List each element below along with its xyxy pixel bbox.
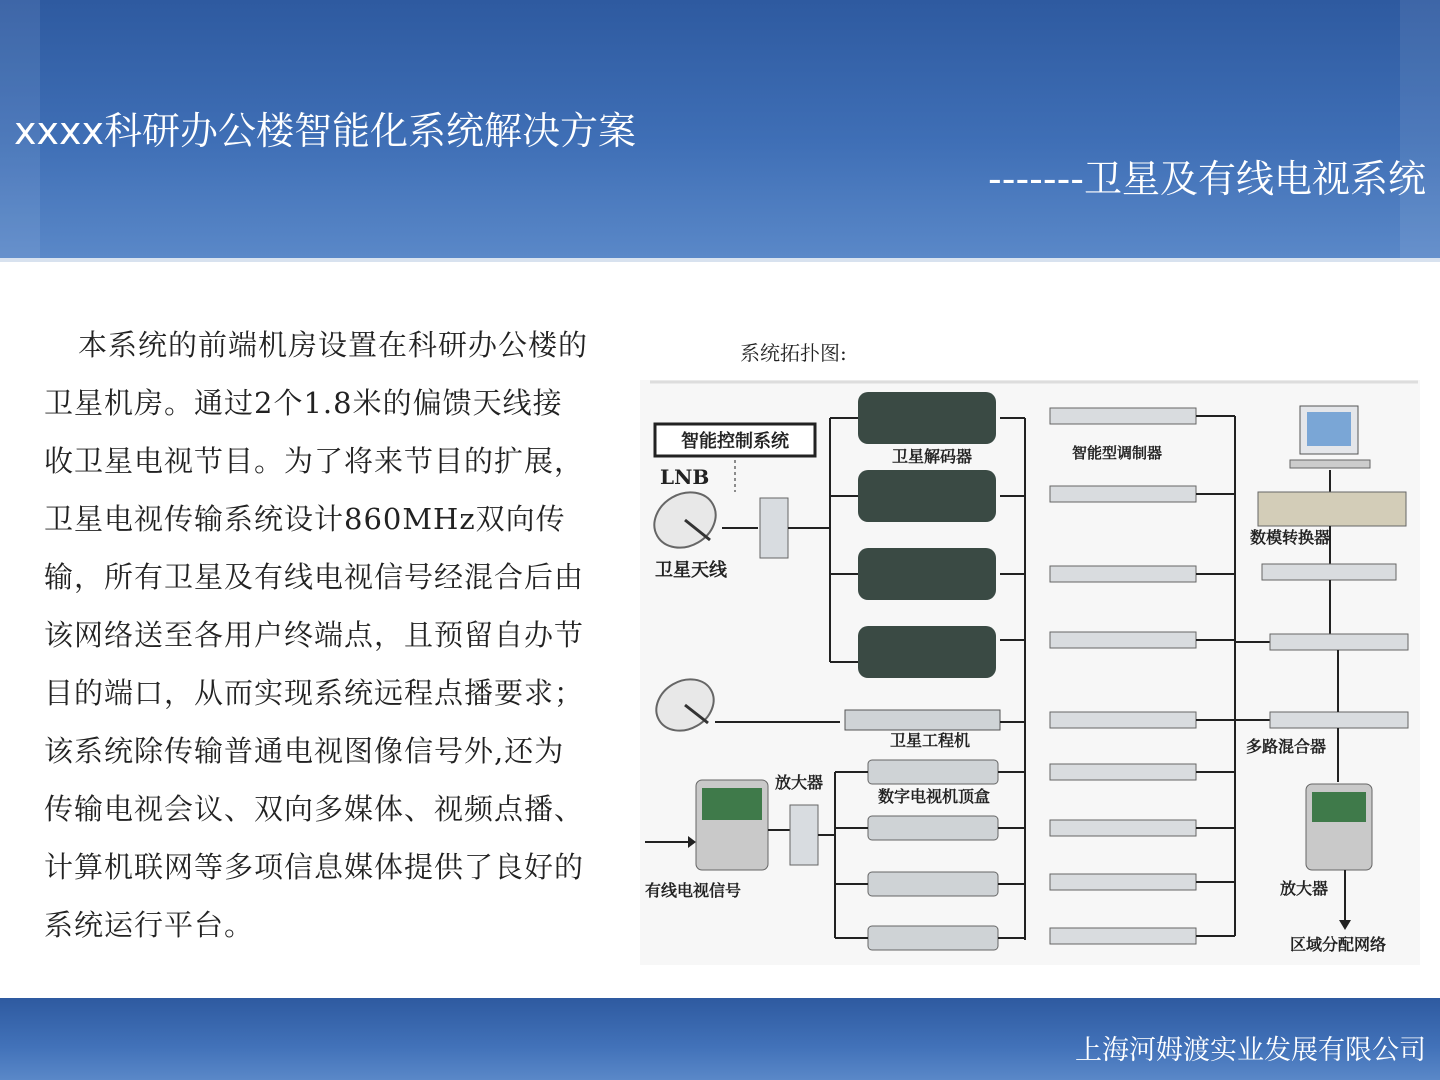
topology-diagram — [640, 380, 1420, 965]
antenna-label: 卫星天线 — [655, 560, 727, 581]
control-label: 智能控制系统 — [681, 431, 789, 452]
cable-label: 有线电视信号 — [645, 881, 742, 900]
mixer-unit — [1270, 634, 1408, 650]
company-name: 上海河姆渡实业发展有限公司 — [1075, 1035, 1426, 1066]
diagram-caption: 系统拓扑图: — [740, 341, 847, 365]
converter-label: 数模转换器 — [1250, 528, 1331, 547]
amplifier-in-label: 放大器 — [775, 773, 824, 792]
header-banner — [0, 0, 1440, 262]
engineering-unit — [845, 710, 1000, 730]
distribution-label: 区域分配网络 — [1290, 935, 1387, 954]
page-title: xxxx科研办公楼智能化系统解决方案 — [14, 109, 636, 153]
stb-label: 数字电视机顶盒 — [878, 787, 991, 806]
amplifier-out-label: 放大器 — [1280, 879, 1329, 898]
description-paragraph: 本系统的前端机房设置在科研办公楼的卫星机房。通过2个1.8米的偏馈天线接收卫星电视节目。为了将来节目的扩展，卫星电视传输系统设计860MHz双向传输，所有卫星及有线电视信号经混合后由该网络送至各用户终端点，且预留自办节目的端口，从而实现系统远程点播要求；该系统除传输普通电视图像信号外,还为传输电视会议、双向多媒体、视频点播、计算机联网等多项信息媒体提供了良好的系统运行平台。 — [44, 328, 589, 942]
mixer-label: 多路混合器 — [1246, 737, 1327, 756]
converter-output-unit — [1262, 564, 1396, 580]
footer-banner — [0, 998, 1440, 1080]
splitter-device — [790, 805, 818, 865]
modulator-label: 智能型调制器 — [1072, 444, 1163, 462]
splitter-device — [760, 498, 788, 558]
decoder-label: 卫星解码器 — [892, 447, 973, 466]
converter-unit — [1258, 492, 1406, 526]
mixer-unit — [1270, 712, 1408, 728]
lnb-label: LNB — [660, 465, 710, 489]
engineering-label: 卫星工程机 — [890, 731, 971, 750]
page-subtitle: -------卫星及有线电视系统 — [988, 157, 1426, 201]
header-stripe — [1400, 0, 1440, 258]
